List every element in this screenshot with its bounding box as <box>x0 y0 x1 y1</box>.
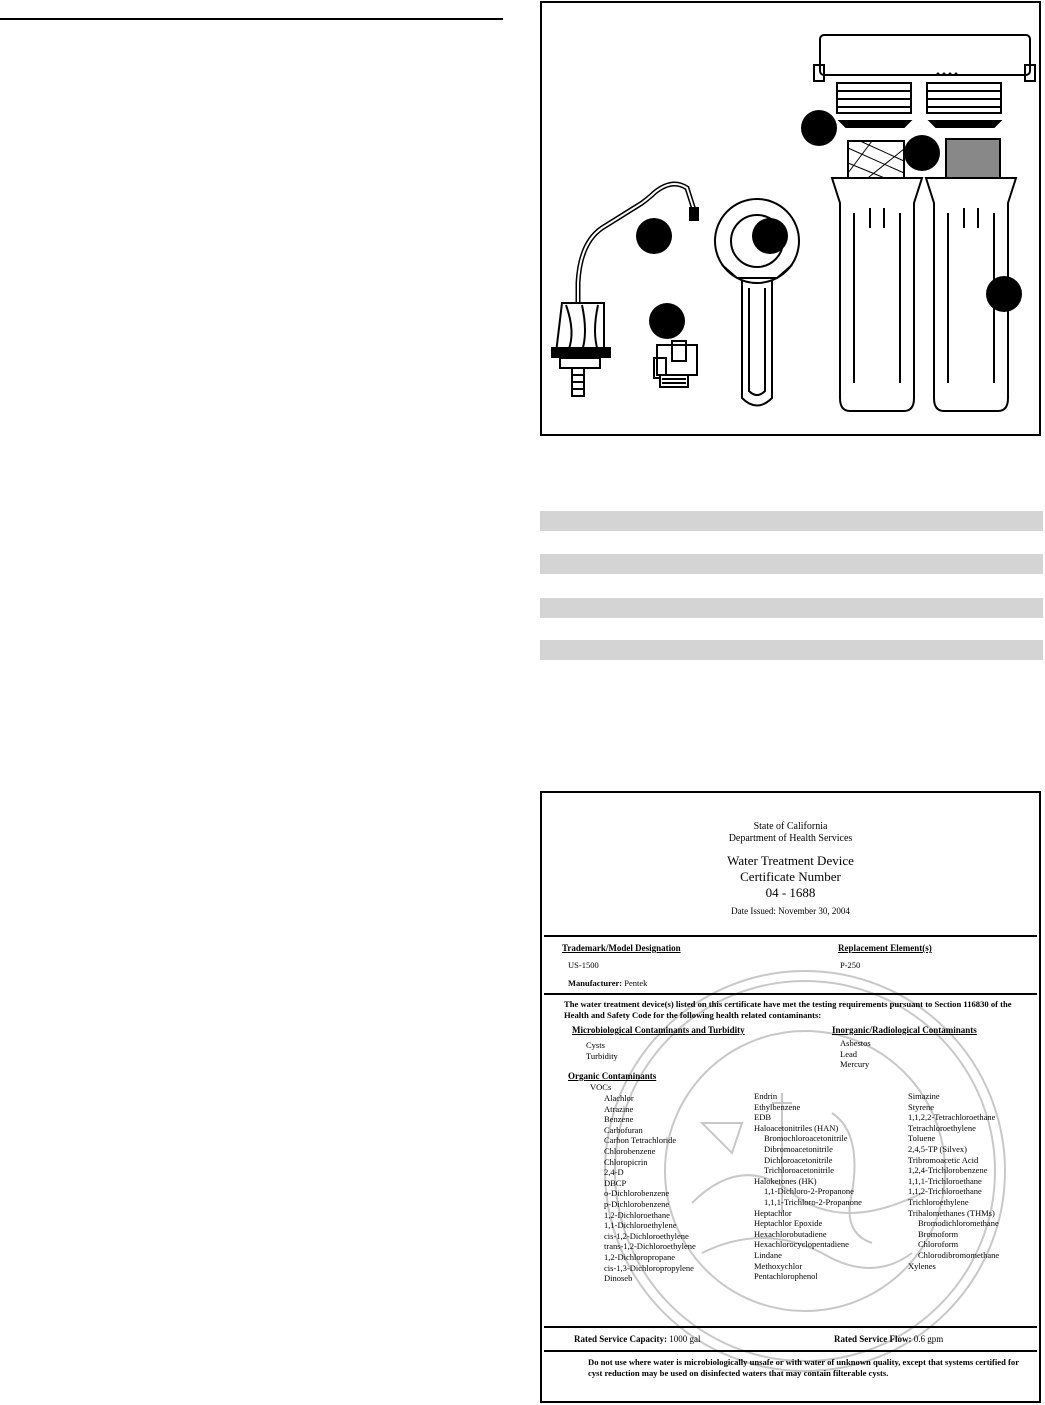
contaminant-item: Asbestos <box>840 1038 871 1048</box>
contaminant-item: o-Dichlorobenzene <box>604 1188 670 1199</box>
contaminant-item: Carbofuran <box>604 1124 643 1135</box>
contaminant-item: Turbidity <box>586 1050 618 1061</box>
cert-date <box>542 906 1039 916</box>
contaminants-column-1 <box>604 1093 696 1284</box>
contaminant-item: 1,1,1-Trichloro-2-Propanone <box>764 1196 862 1207</box>
contaminant-item: Alachlor <box>604 1093 634 1103</box>
callout-marker <box>986 276 1022 312</box>
cert-state: State of California <box>753 821 828 832</box>
contaminant-item: Styrene <box>908 1101 934 1112</box>
gray-bar <box>540 511 1043 531</box>
contaminant-item: Lead <box>840 1048 857 1059</box>
manufacturer-value: Pentek <box>624 978 648 988</box>
contaminant-item: Chlorodibromomethane <box>918 1249 1000 1260</box>
contaminant-item: Lindane <box>754 1249 782 1260</box>
cert-department: Department of Health Services <box>728 833 853 844</box>
inorganic-heading: Inorganic/Radiological Contaminants <box>832 1025 977 1035</box>
contaminant-item: cis-1,2-Dichloroethylene <box>604 1230 689 1241</box>
contaminant-item: EDB <box>754 1112 771 1123</box>
filter-head-illustration <box>814 35 1035 127</box>
contaminant-item: 1,1,2,2-Tetrachloroethane <box>908 1112 996 1123</box>
contaminant-item: Trichloroacetonitrile <box>764 1165 835 1176</box>
date-label: Date Issued: <box>731 906 776 916</box>
contaminant-item: Methoxychlor <box>754 1260 803 1271</box>
contaminant-item: Bromodichloromethane <box>918 1218 999 1229</box>
divider <box>544 1350 1037 1355</box>
contaminant-item: Pentachlorophenol <box>754 1271 818 1282</box>
contaminant-item: Chloropicrin <box>604 1156 648 1167</box>
contaminant-item: trans-1,2-Dichloroethylene <box>604 1241 696 1252</box>
cert-number: 04 - 1688 <box>765 885 816 900</box>
divider <box>544 935 1037 940</box>
contaminant-item: Ethylbenzene <box>754 1101 801 1112</box>
parts-figure <box>540 1 1041 436</box>
manufacturer <box>568 978 647 989</box>
contaminant-item: cis-1,3-Dichloropropylene <box>604 1262 694 1273</box>
contaminant-item: Chlorobenzene <box>604 1145 656 1156</box>
contaminant-item: 1,2-Dichloropropane <box>604 1251 676 1262</box>
adapter-valve-illustration <box>654 341 697 387</box>
manufacturer-label: Manufacturer: <box>568 978 623 988</box>
contaminant-item: 1,2,4-Trichlorobenzene <box>908 1165 988 1176</box>
contaminant-item: 1,1,1-Trichloroethane <box>908 1175 982 1186</box>
cert-warning: Do not use where water is microbiologically unsafe or with water of unknown quality, except that systems certified for cyst reduction may be used on disinfected waters that may contain filterable cysts. <box>588 1357 1019 1378</box>
contaminant-item: 2,4-D <box>604 1167 624 1178</box>
contaminant-item: Dibromoacetonitrile <box>764 1143 833 1154</box>
cert-subtitle: Certificate Number <box>740 869 841 884</box>
model-heading: Trademark/Model Designation <box>562 943 681 953</box>
capacity-label: Rated Service Capacity: <box>574 1334 667 1344</box>
contaminant-item: DBCP <box>604 1177 627 1188</box>
contaminant-item: 1,2-Dichloroethane <box>604 1209 670 1220</box>
contaminant-item: Bromochloroacetonitrile <box>764 1133 848 1144</box>
carbon-cartridge <box>946 139 1000 181</box>
contaminant-item: Bromoform <box>918 1228 959 1239</box>
model-value: US-1500 <box>568 960 599 970</box>
divider <box>544 1326 1037 1331</box>
contaminants-column-2 <box>754 1091 862 1282</box>
inorganic-list <box>840 1038 871 1070</box>
contaminant-item: Tetrachloroethylene <box>908 1122 976 1133</box>
contaminant-item: p-Dichlorobenzene <box>604 1198 670 1209</box>
contaminant-item: Hexachlorocyclopentadiene <box>754 1239 849 1250</box>
gray-bar <box>540 554 1043 574</box>
contaminant-item: Trihalomethanes (THMs) <box>908 1207 995 1218</box>
parts-illustration <box>542 3 1041 436</box>
flow <box>834 1334 943 1345</box>
capacity <box>574 1334 700 1345</box>
contaminant-item: Cysts <box>586 1040 605 1050</box>
contaminant-item: Atrazine <box>604 1103 634 1114</box>
callout-marker <box>801 110 837 146</box>
contaminant-item: Trichloroethylene <box>908 1196 969 1207</box>
cert-title: Water Treatment Device <box>727 853 854 868</box>
contaminant-item: Xylenes <box>908 1260 936 1271</box>
contaminant-item: Endrin <box>754 1091 778 1101</box>
contaminant-item: 1,1-Dichloro-2-Propanone <box>764 1186 854 1197</box>
contaminant-item: 1,1,2-Trichloroethane <box>908 1186 982 1197</box>
contaminant-item: Heptachlor <box>754 1207 792 1218</box>
contaminant-item: Chloroform <box>918 1239 959 1250</box>
voc-label: VOCs <box>590 1082 612 1092</box>
gray-bar <box>540 640 1043 660</box>
top-rule <box>0 18 503 20</box>
replacement-heading: Replacement Element(s) <box>838 943 932 953</box>
date-value: November 30, 2004 <box>778 906 850 916</box>
contaminant-item: Toluene <box>908 1133 936 1144</box>
contaminants-column-3 <box>908 1091 999 1271</box>
contaminant-item: Simazine <box>908 1091 940 1101</box>
contaminant-item: Dichloroacetonitrile <box>764 1154 833 1165</box>
contaminant-item: Benzene <box>604 1114 634 1125</box>
micro-heading: Microbiological Contaminants and Turbidity <box>572 1025 745 1035</box>
contaminant-item: Hexachlorobutadiene <box>754 1228 827 1239</box>
callout-marker <box>636 218 672 254</box>
contaminant-item: Tribromoacetic Acid <box>908 1154 979 1165</box>
divider <box>544 993 1037 998</box>
flow-value: 0.6 gpm <box>913 1334 944 1344</box>
gray-bar <box>540 598 1043 618</box>
organic-heading: Organic Contaminants <box>568 1071 657 1081</box>
micro-list <box>586 1040 618 1061</box>
certificate <box>540 791 1041 1403</box>
contaminant-item: 1,1-Dichloroethylene <box>604 1220 677 1231</box>
contaminant-item: Heptachlor Epoxide <box>754 1218 823 1229</box>
contaminant-item: Mercury <box>840 1059 870 1070</box>
callout-marker <box>649 303 685 339</box>
capacity-value: 1000 gal <box>669 1334 701 1344</box>
contaminant-item: 2,4,5-TP (Silvex) <box>908 1143 967 1154</box>
flow-label: Rated Service Flow: <box>834 1334 912 1344</box>
replacement-value: P-250 <box>840 960 861 970</box>
callout-marker <box>904 135 940 171</box>
faucet-illustration <box>552 184 698 396</box>
callout-marker <box>752 218 788 254</box>
contaminant-item: Haloacetonitriles (HAN) <box>754 1122 839 1133</box>
contaminant-item: Dinoseb <box>604 1273 633 1284</box>
contaminant-item: Carbon Tetrachloride <box>604 1135 677 1146</box>
cert-statement: The water treatment device(s) listed on this certificate have met the testing requirements pursuant to Section 116830 of the Health and Safety Code for the following health related contaminants: <box>564 999 1012 1020</box>
contaminant-item: Haloketones (HK) <box>754 1175 817 1186</box>
